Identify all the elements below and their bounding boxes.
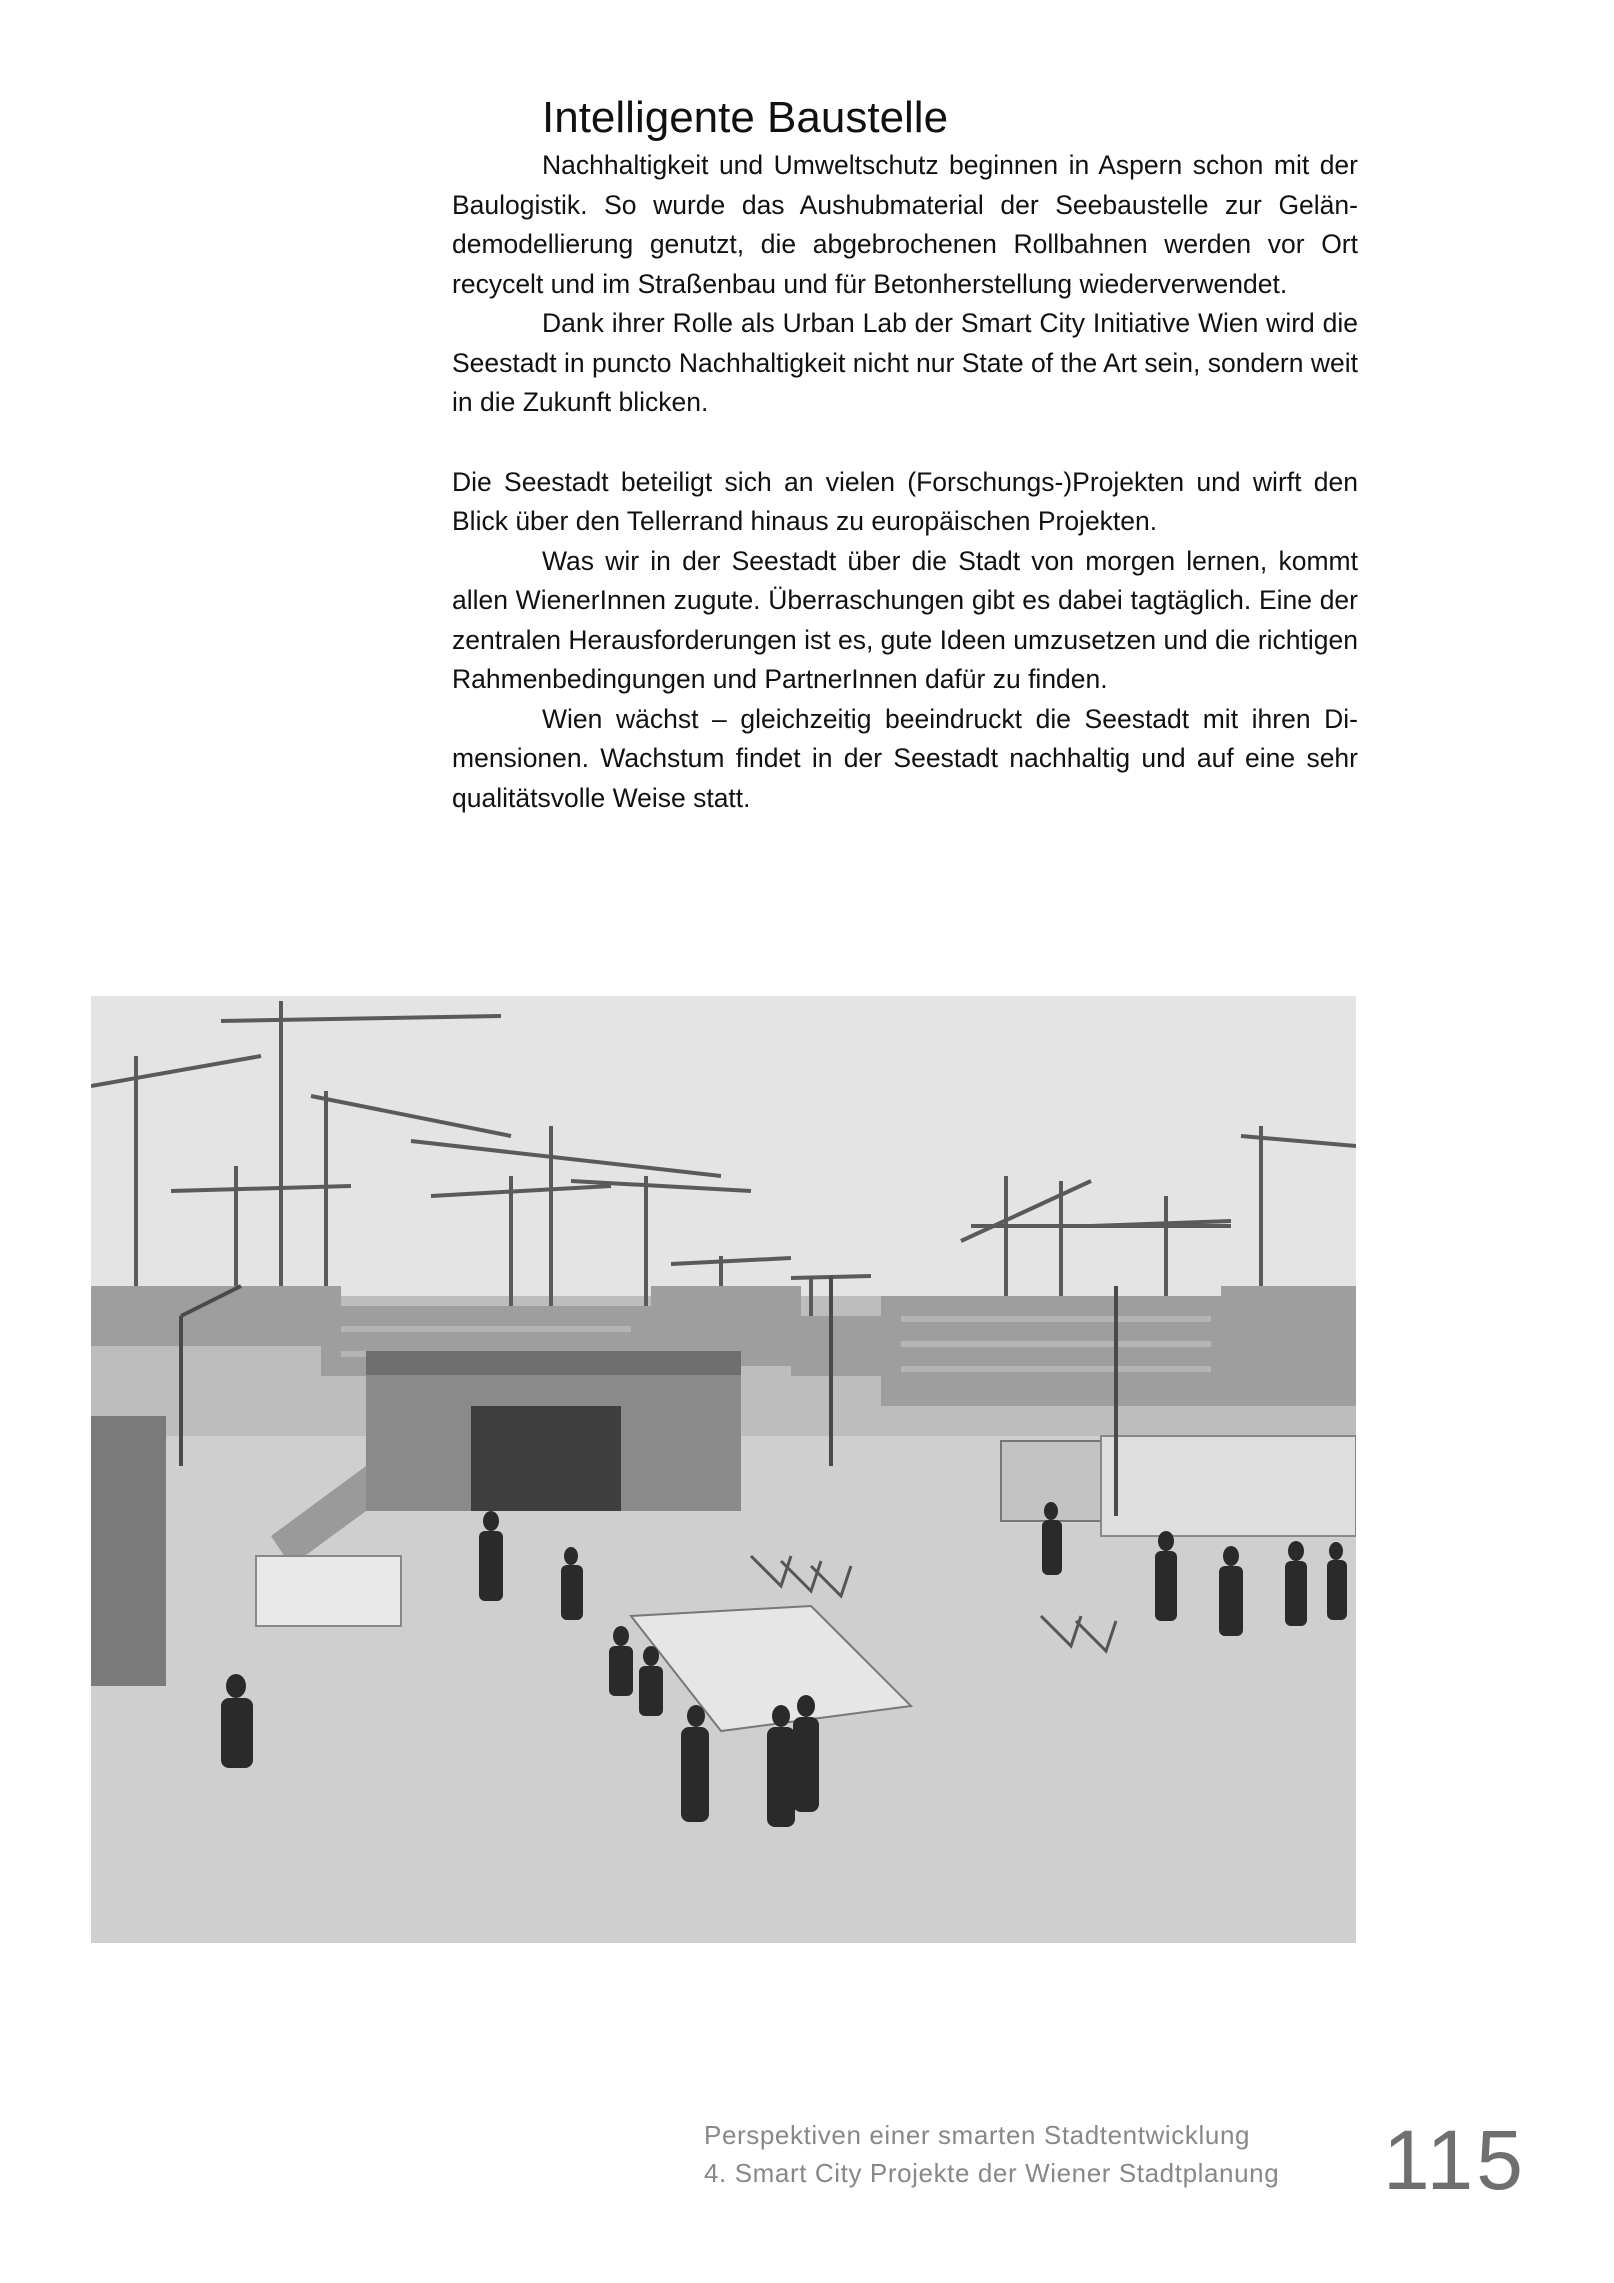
paragraph-1: Nachhaltigkeit und Umweltschutz beginnen in Aspern schon mit der Baulogistik. So wurde das Aushubmaterial der Seebaustelle zur Geländemodellierung genutzt, die abgebrochenen Rollbahnen werden vor Ort recycelt und im Straßenbau und für Betonherstellung wiederverwendet. <box>452 150 1358 299</box>
photo-pavilion-opening <box>471 1406 621 1511</box>
page-number: 115 <box>1383 2113 1526 2207</box>
footer-chapter-title: 4. Smart City Projekte der Wiener Stadtplanung <box>704 2158 1280 2188</box>
paragraph-gap <box>452 423 1358 463</box>
construction-site-photo <box>91 996 1356 1943</box>
photo-info-stand <box>256 1556 401 1626</box>
footer-book-title: Perspektiven einer smarten Stadtentwicklung <box>704 2120 1251 2150</box>
photo-pavilion-roof <box>366 1351 741 1375</box>
page-footer <box>704 2116 1279 2192</box>
section-title: Intelligente Baustelle <box>542 93 949 142</box>
paragraph-3: Die Seestadt beteiligt sich an vielen (Forschungs-)Projekten und wirft den Blick über den Tellerrand hinaus zu europäischen Projekten. <box>452 466 1358 536</box>
main-text-column <box>452 90 1358 818</box>
photo-left-structure <box>91 1416 166 1686</box>
paragraph-2: Dank ihrer Rolle als Urban Lab der Smart City Initiative Wien wird die Seestadt in puncto Nachhaltigkeit nicht nur State of the Art sein, sondern weit in die Zukunft blicken. <box>452 308 1358 417</box>
photo-illustration <box>91 996 1356 1943</box>
paragraph-4: Was wir in der Seestadt über die Stadt von morgen lernen, kommt allen WienerInnen zugute. Überraschungen gibt es dabei tagtäglich. Eine der zentralen Herausforderungen ist es, gute Ideen umzusetzen und die richtigen Rahmenbedingungen und PartnerInnen dafür zu finden. <box>452 545 1358 694</box>
photo-tent <box>1101 1436 1356 1536</box>
paragraph-5: Wien wächst – gleichzeitig beeindruckt die Seestadt mit ihren Dimensionen. Wachstum findet in der Seestadt nachhaltig und auf eine sehr qualitätsvolle Weise statt. <box>452 703 1358 813</box>
